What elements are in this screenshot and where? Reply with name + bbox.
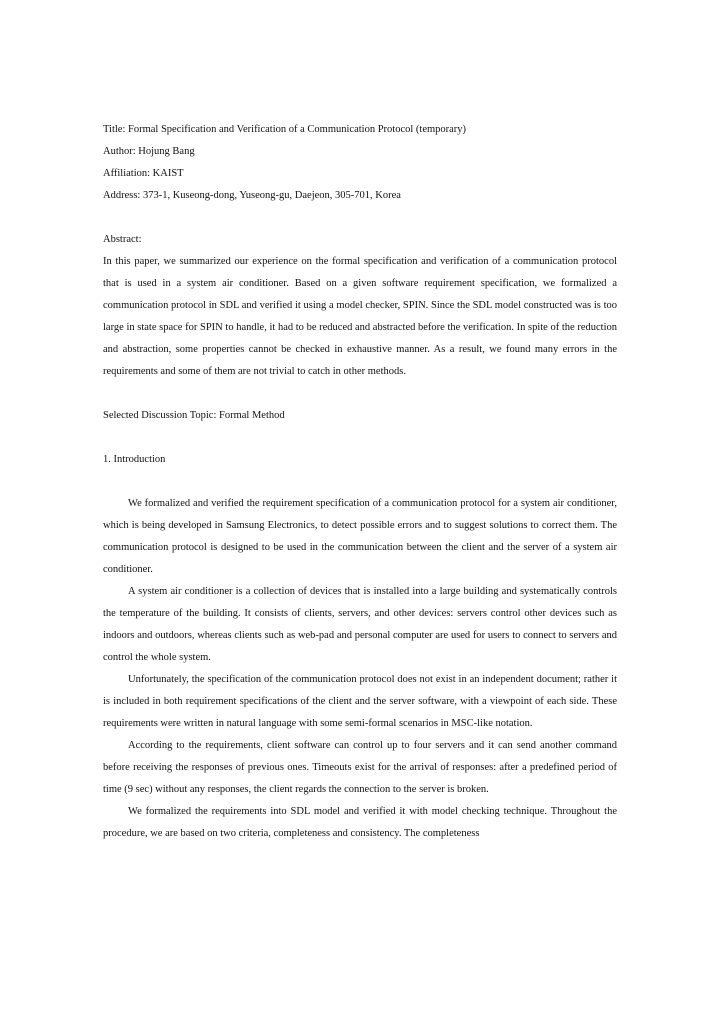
spacer (103, 207, 617, 229)
intro-paragraph-4: According to the requirements, client software can control up to four servers and it can send another command before receiving the responses of previous ones. Timeouts exist for the arrival of responses: after a predefined period of time (9 sec) without any responses, the client regards the connection to the server is broken. (103, 740, 617, 795)
paper-title: Title: Formal Specification and Verification of a Communication Protocol (temporary) (103, 124, 467, 135)
spacer (103, 427, 617, 449)
address-line: Address: 373-1, Kuseong-dong, Yuseong-gu, Daejeon, 305-701, Korea (103, 190, 401, 201)
discussion-topic: Selected Discussion Topic: Formal Method (103, 410, 285, 421)
section-heading-introduction: 1. Introduction (103, 454, 166, 465)
author-line: Author: Hojung Bang (103, 146, 195, 157)
spacer (103, 383, 617, 405)
abstract-heading: Abstract: (103, 234, 142, 245)
intro-paragraph-3: Unfortunately, the specification of the communication protocol does not exist in an independent document; rather it is included in both requirement specifications of the client and the server software, with a viewpoint of each side. These requirements were written in natural language with some semi-formal scenarios in MSC-like notation. (103, 674, 617, 729)
intro-paragraph-2: A system air conditioner is a collection of devices that is installed into a large building and systematically controls the temperature of the building. It consists of clients, servers, and other devices: servers control other devices such as indoors and outdoors, whereas clients such as web-pad and personal computer are used for users to connect to servers and control the whole system. (103, 586, 617, 663)
intro-paragraph-5: We formalized the requirements into SDL model and verified it with model checking technique. Throughout the procedure, we are based on two criteria, completeness and consistency. The completeness (103, 806, 617, 839)
spacer (103, 471, 617, 493)
intro-paragraph-1: We formalized and verified the requirement specification of a communication protocol for a system air conditioner, which is being developed in Samsung Electronics, to detect possible errors and to suggest solutions to correct them. The communication protocol is designed to be used in the communication between the client and the server of a system air conditioner. (103, 498, 617, 575)
abstract-body: In this paper, we summarized our experience on the formal specification and verification of a communication protocol that is used in a system air conditioner. Based on a given software requirement specification, we formalized a communication protocol in SDL and verified it using a model checker, SPIN. Since the SDL model constructed was is too large in state space for SPIN to handle, it had to be reduced and abstracted before the verification. In spite of the reduction and abstraction, some properties cannot be checked in exhaustive manner. As a result, we found many errors in the requirements and some of them are not trivial to catch in other methods. (103, 256, 617, 377)
affiliation-line: Affiliation: KAIST (103, 168, 184, 179)
